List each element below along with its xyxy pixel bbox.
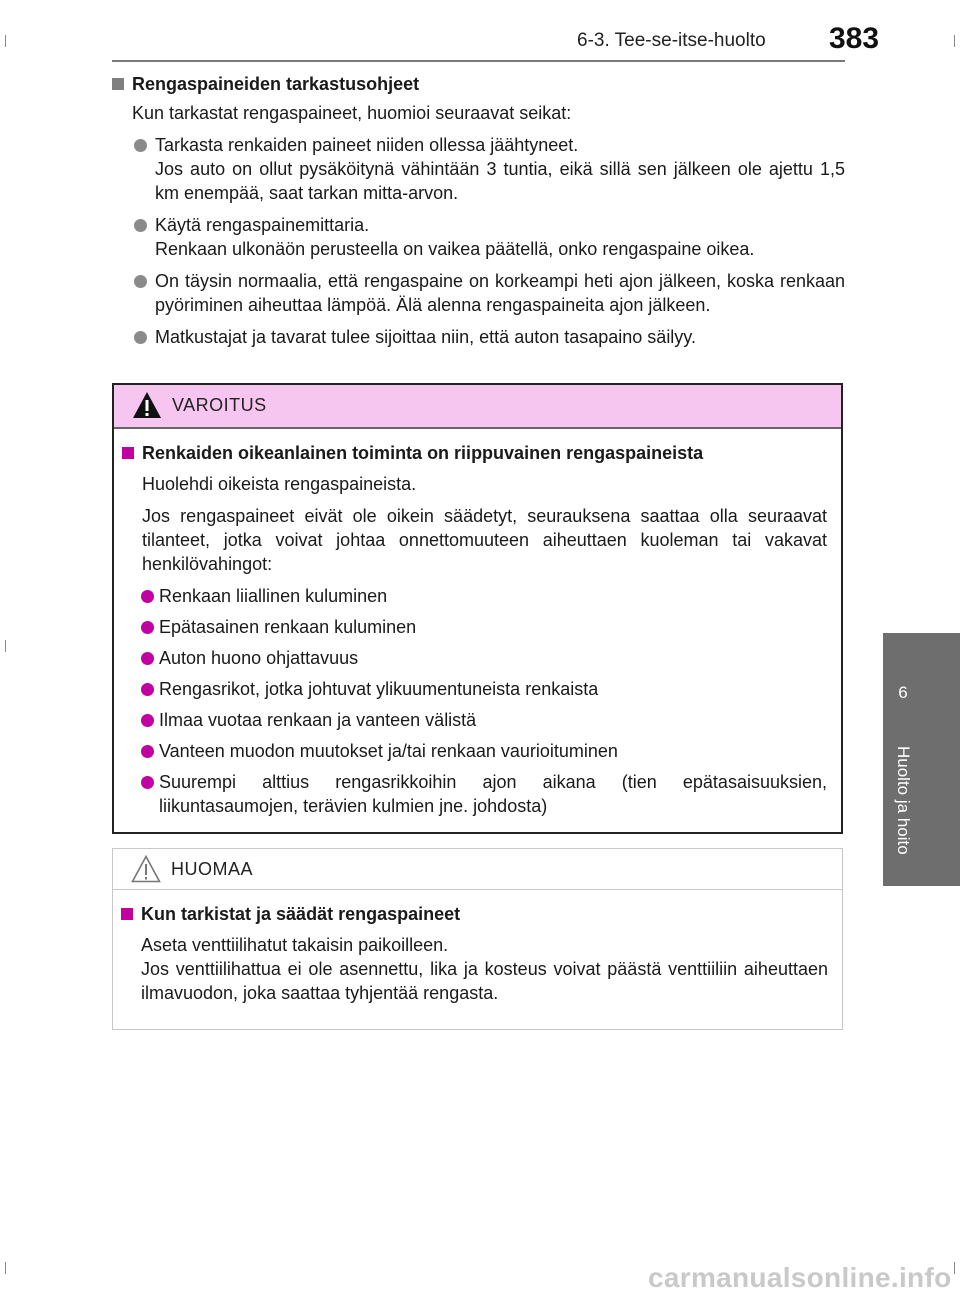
bullet-dot-icon [134,275,147,288]
crop-mark [5,640,6,652]
list-item-text: Vanteen muodon muutokset ja/tai renkaan vaurioituminen [159,741,618,761]
section-title: 6-3. Tee-se-itse-huolto [577,30,766,51]
list-item [122,708,827,732]
notice-box [112,848,843,1030]
notice-heading [121,904,828,925]
bullet-text: Matkustajat ja tavarat tulee sijoittaa niin, että auton tasapaino säilyy. [155,327,696,347]
warning-label: VAROITUS [172,395,267,415]
notice-body [113,890,842,1005]
bullet-dot-icon [141,683,154,696]
bullet-subtext: Jos auto on ollut pysäköitynä vähintään 3 tuntia, eikä sillä sen jälkeen ole ajettu 1,5 km enempää, saat tarkan mitta-arvon. [155,159,845,203]
list-item [112,133,845,205]
square-bullet-icon [122,447,134,459]
bullet-text: Tarkasta renkaiden paineet niiden ollessa jäähtyneet. [155,135,579,155]
list-item-text: Suurempi alttius rengasrikkoihin ajon aikana (tien epätasaisuuksien, liikuntasaumojen, terävien kulmien jne. johdosta) [159,772,827,816]
notice-label: HUOMAA [171,859,254,879]
bullet-dot-icon [141,776,154,789]
list-item [122,677,827,701]
list-item-text: Epätasainen renkaan kuluminen [159,617,417,637]
crop-mark [5,1262,6,1274]
notice-triangle-icon [131,855,161,883]
section-heading-text: Rengaspaineiden tarkastusohjeet [132,74,420,94]
chapter-number: 6 [898,683,908,702]
list-item [122,615,827,639]
warning-triangle-icon [132,391,162,419]
list-item [122,739,827,763]
bullet-dot-icon [134,219,147,232]
warning-body [114,429,841,818]
bullet-dot-icon [141,590,154,603]
bullet-dot-icon [141,745,154,758]
chapter-title-container [883,746,927,886]
warning-paragraph: Huolehdi oikeista rengaspaineista. [142,474,417,494]
list-item [122,584,827,608]
bullet-text: On täysin normaalia, että rengaspaine on korkeampi heti ajon jälkeen, koska renkaan pyöriminen aiheuttaa lämpöä. Älä alenna rengaspaineita ajon jälkeen. [155,271,845,315]
page-number: 383 [829,22,880,55]
crop-mark [954,35,955,47]
chapter-title: Huolto ja hoito [894,746,913,855]
crop-mark [5,35,6,47]
bullet-dot-icon [141,621,154,634]
warning-heading-text: Renkaiden oikeanlainen toiminta on riippuvainen rengaspaineista [142,443,704,463]
bullet-dot-icon [134,331,147,344]
watermark: carmanualsonline.info [648,1262,952,1293]
list-item [112,213,845,261]
list-item-text: Auton huono ohjattavuus [159,648,359,668]
square-bullet-icon [121,908,133,920]
crop-mark [954,1262,955,1274]
list-item [122,646,827,670]
warning-paragraph: Jos rengaspaineet eivät ole oikein säädetyt, seurauksena saattaa olla seuraavat tilanteet, jotka voivat johtaa onnettomuuteen aiheuttaen kuoleman tai vakavat henkilövahingot: [142,506,827,574]
bullet-text: Käytä rengaspainemittaria. [155,215,370,235]
list-item-text: Ilmaa vuotaa renkaan ja vanteen välistä [159,710,477,730]
bullet-dot-icon [141,652,154,665]
list-item [112,325,845,349]
bullet-dot-icon [141,714,154,727]
main-content [112,74,845,357]
header-divider [112,60,845,62]
warning-header [114,385,841,429]
notice-paragraph: Jos venttiilihattua ei ole asennettu, lika ja kosteus voivat päästä venttiiliin aiheuttaen ilmavuodon, joka saattaa tyhjentää rengasta. [141,959,828,1003]
notice-header [113,849,842,890]
section-heading [112,74,845,95]
list-item-text: Rengasrikot, jotka johtuvat ylikuumentuneista renkaista [159,679,599,699]
square-bullet-icon [112,78,124,90]
bullet-subtext: Renkaan ulkonäön perusteella on vaikea päätellä, onko rengaspaine oikea. [155,239,755,259]
intro-text: Kun tarkastat rengaspaineet, huomioi seuraavat seikat: [132,103,572,123]
list-item-text: Renkaan liiallinen kuluminen [159,586,388,606]
warning-heading [122,443,827,464]
bullet-dot-icon [134,139,147,152]
warning-box [112,383,843,834]
list-item [122,770,827,818]
notice-paragraph: Aseta venttiilihatut takaisin paikoilleen. [141,935,449,955]
list-item [112,269,845,317]
notice-heading-text: Kun tarkistat ja säädät rengaspaineet [141,904,461,924]
bullet-list [112,133,845,349]
